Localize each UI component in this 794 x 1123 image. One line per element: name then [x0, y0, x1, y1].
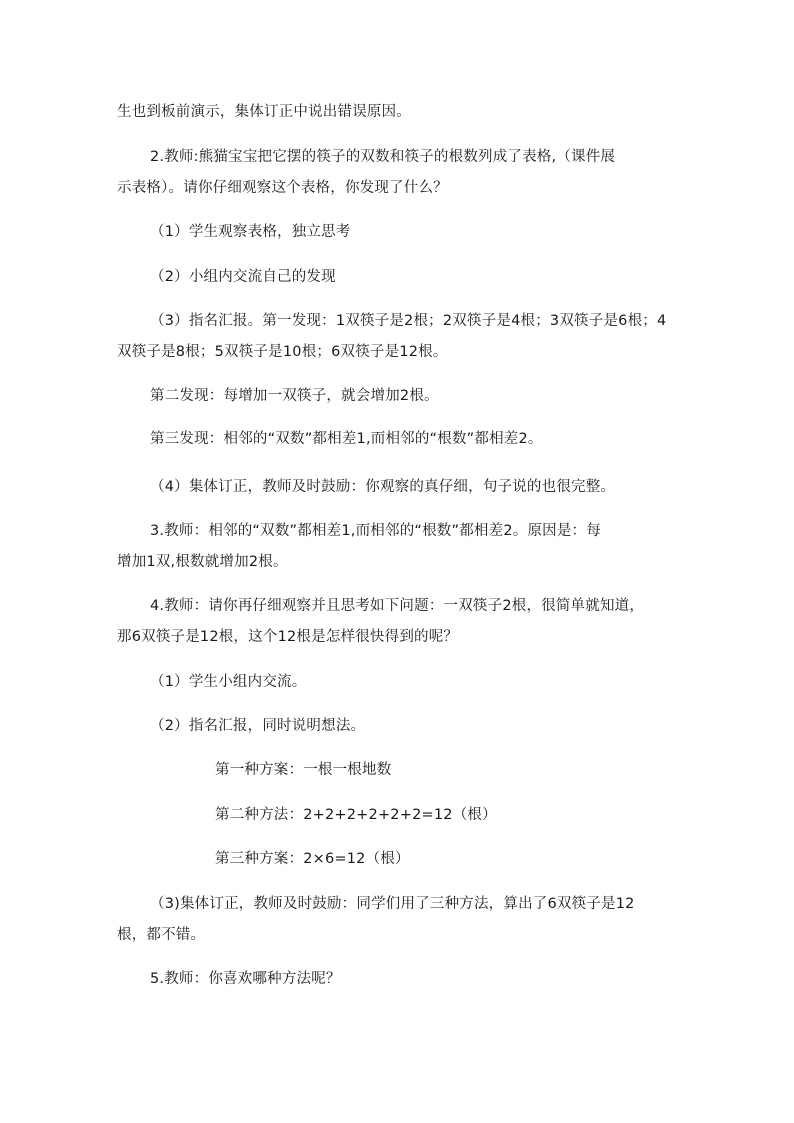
list-item: （2）指名汇报，同时说明想法。	[150, 718, 366, 734]
paragraph-line: 那6双筷子是12根，这个12根是怎样很快得到的呢？	[117, 629, 459, 645]
paragraph-line: 3.教师：相邻的“双数”都相差1,而相邻的“根数”都相差2。原因是：每	[150, 523, 601, 539]
method-item: 第一种方案：一根一根地数	[215, 762, 392, 778]
paragraph-line: 2.教师:熊猫宝宝把它摆的筷子的双数和筷子的根数列成了表格,（课件展	[150, 149, 616, 165]
paragraph-line: 生也到板前演示，集体订正中说出错误原因。	[117, 104, 411, 120]
method-item: 第三种方案：2×6=12（根）	[215, 851, 410, 867]
paragraph-line: 根，都不错。	[117, 927, 206, 943]
paragraph-line: 4.教师：请你再仔细观察并且思考如下问题：一双筷子2根，很简单就知道，	[150, 598, 645, 614]
paragraph-line: 示表格）。请你仔细观察这个表格，你发现了什么？	[117, 180, 448, 196]
list-item: （3）指名汇报。第一发现：1双筷子是2根；2双筷子是4根；3双筷子是6根；4	[150, 313, 667, 329]
paragraph-line: 双筷子是8根；5双筷子是10根；6双筷子是12根。	[117, 344, 448, 360]
paragraph-line: 第二发现：每增加一双筷子，就会增加2根。	[150, 388, 439, 404]
list-item: （1）学生观察表格，独立思考	[150, 224, 351, 240]
list-item: （2）小组内交流自己的发现	[150, 269, 336, 285]
list-item: （3)集体订正，教师及时鼓励：同学们用了三种方法，算出了6双筷子是12	[150, 896, 635, 912]
paragraph-line: 第三发现：相邻的“双数”都相差1,而相邻的“根数”都相差2。	[150, 431, 543, 447]
list-item: （4）集体订正，教师及时鼓励：你观察的真仔细，句子说的也很完整。	[150, 479, 616, 495]
list-item: （1）学生小组内交流。	[150, 674, 307, 690]
method-item: 第二种方法：2+2+2+2+2+2=12（根）	[215, 807, 497, 823]
paragraph-line: 5.教师：你喜欢哪种方法呢？	[150, 971, 341, 987]
paragraph-line: 增加1双,根数就增加2根。	[117, 554, 288, 570]
